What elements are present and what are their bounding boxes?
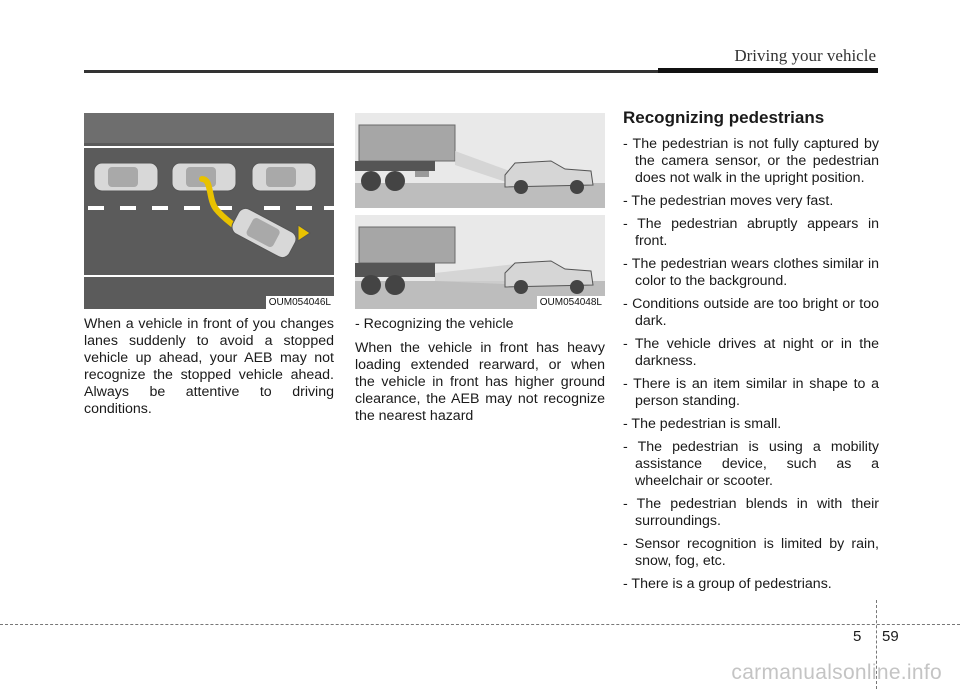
list-item: - The pedestrian abruptly appears in front.	[623, 216, 879, 249]
list-item: - There is an item similar in shape to a person standing.	[623, 376, 879, 409]
list-item: - The pedestrian is not fully captured by the camera sensor, or the pedestrian does not walk in the upright position.	[623, 136, 879, 186]
section-heading: Recognizing pedestrians	[623, 108, 825, 127]
figure-lane-change	[84, 113, 334, 309]
list-item: - There is a group of pedestrians.	[623, 576, 832, 592]
list-item: - Sensor recognition is limited by rain, snow, fog, etc.	[623, 536, 879, 569]
list-item: - The pedestrian is using a mobility assistance device, such as a wheelchair or scooter.	[623, 439, 879, 489]
list-item: - The vehicle drives at night or in the darkness.	[623, 336, 879, 369]
list-item: - The pedestrian blends in with their surroundings.	[623, 496, 879, 529]
watermark: carmanualsonline.info	[731, 661, 942, 684]
list-item: - The pedestrian is small.	[623, 416, 782, 432]
lane-change-illustration	[84, 113, 334, 309]
middle-column	[355, 316, 605, 432]
list-item: - The pedestrian moves very fast.	[623, 193, 834, 209]
chapter-number: 5	[853, 628, 862, 645]
figure-code: OUM054046L	[266, 296, 334, 309]
page-number: 59	[882, 628, 899, 645]
truck-load-illustration	[355, 113, 605, 309]
paragraph: When a vehicle in front of you changes lanes suddenly to avoid a stopped vehicle up ahead, your AEB may not recognize the stopped vehicle ahead. Always be attentive to driving conditions.	[84, 316, 334, 417]
figure-truck-load	[355, 113, 605, 309]
pedestrian-conditions-list	[623, 136, 879, 599]
left-column	[84, 316, 334, 425]
list-item: - Conditions outside are too bright or too dark.	[623, 296, 879, 329]
figure-code: OUM054048L	[537, 296, 605, 309]
footer-rule	[0, 624, 960, 625]
item-title: - Recognizing the vehicle	[355, 316, 514, 332]
section-title: Driving your vehicle	[734, 46, 876, 65]
car-left-icon	[94, 163, 158, 191]
list-item: - The pedestrian wears clothes similar in color to the background.	[623, 256, 879, 289]
paragraph: When the vehicle in front has heavy loading extended rearward, or when the vehicle in front has higher ground clearance, the AEB may not recognize the nearest hazard	[355, 340, 605, 424]
header-rule-accent	[658, 68, 878, 73]
car-right-icon	[252, 163, 316, 191]
